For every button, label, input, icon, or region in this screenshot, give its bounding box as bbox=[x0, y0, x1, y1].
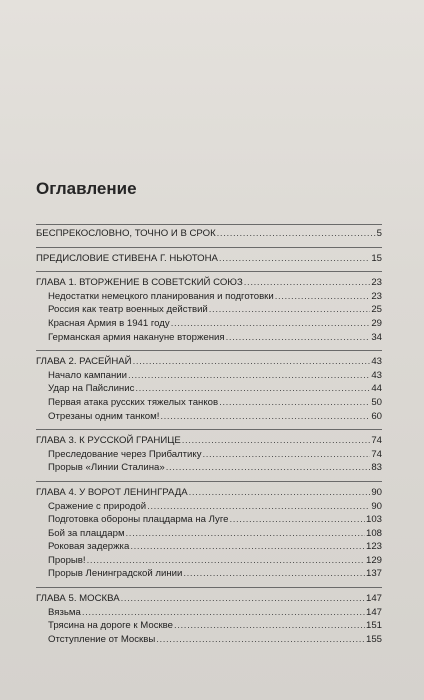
toc-page-number: 103 bbox=[365, 514, 382, 526]
toc-entry-label: Удар на Пайслинис bbox=[48, 383, 135, 395]
dot-leader bbox=[147, 500, 370, 514]
dot-leader bbox=[166, 461, 371, 475]
table-of-contents bbox=[36, 224, 382, 646]
dot-leader bbox=[203, 448, 371, 462]
toc-entry bbox=[36, 461, 382, 475]
toc-page-number: 147 bbox=[365, 606, 382, 618]
dot-leader bbox=[82, 606, 365, 620]
toc-entry-label: Отрезаны одним танком! bbox=[48, 410, 160, 422]
toc-chapter-entry bbox=[36, 252, 382, 266]
toc-entry bbox=[36, 317, 382, 331]
toc-page-number: 129 bbox=[365, 554, 382, 566]
dot-leader bbox=[128, 369, 370, 383]
toc-entry-label: ПРЕДИСЛОВИЕ СТИВЕНА Г. НЬЮТОНА bbox=[36, 252, 218, 264]
toc-entry-label: ГЛАВА 4. У ВОРОТ ЛЕНИНГРАДА bbox=[36, 486, 188, 498]
toc-entry bbox=[36, 633, 382, 647]
toc-entry-label: Преследование через Прибалтику bbox=[48, 448, 202, 460]
toc-chapter-entry bbox=[36, 276, 382, 290]
toc-page-number: 90 bbox=[371, 500, 382, 512]
dot-leader bbox=[130, 540, 365, 554]
toc-entry-label: Красная Армия в 1941 году bbox=[48, 317, 170, 329]
toc-section bbox=[36, 224, 382, 241]
toc-page-number: 29 bbox=[371, 317, 382, 329]
toc-entry bbox=[36, 290, 382, 304]
toc-entry bbox=[36, 554, 382, 568]
toc-page-number: 25 bbox=[371, 304, 382, 316]
toc-entry-label: Прорыв «Линии Сталина» bbox=[48, 462, 165, 474]
toc-page-number: 108 bbox=[365, 527, 382, 539]
toc-entry bbox=[36, 540, 382, 554]
toc-section bbox=[36, 247, 382, 266]
toc-page-number: 34 bbox=[371, 331, 382, 343]
toc-entry bbox=[36, 331, 382, 345]
toc-page-number: 83 bbox=[371, 462, 382, 474]
toc-entry-label: Недостатки немецкого планирования и подготовки bbox=[48, 290, 274, 302]
toc-entry-label: Прорыв! bbox=[48, 554, 86, 566]
dot-leader bbox=[189, 486, 371, 500]
toc-page-number: 90 bbox=[371, 486, 382, 498]
dot-leader bbox=[126, 527, 365, 541]
toc-chapter-entry bbox=[36, 227, 382, 241]
toc-entry-label: Первая атака русских тяжелых танков bbox=[48, 396, 219, 408]
toc-entry-label: Сражение с природой bbox=[48, 500, 147, 512]
toc-entry bbox=[36, 448, 382, 462]
toc-entry bbox=[36, 567, 382, 581]
toc-entry-label: Германская армия накануне вторжения bbox=[48, 331, 225, 343]
toc-page-number: 5 bbox=[376, 228, 382, 239]
toc-page-number: 15 bbox=[371, 252, 382, 264]
dot-leader bbox=[87, 554, 365, 568]
toc-entry bbox=[36, 513, 382, 527]
toc-entry-label: БЕСПРЕКОСЛОВНО, ТОЧНО И В СРОК bbox=[36, 228, 216, 239]
toc-chapter-entry bbox=[36, 592, 382, 606]
toc-page-number: 151 bbox=[365, 620, 382, 632]
toc-entry bbox=[36, 619, 382, 633]
dot-leader bbox=[219, 252, 370, 266]
toc-page-number: 155 bbox=[365, 633, 382, 645]
toc-section bbox=[36, 271, 382, 344]
page-title: Оглавление bbox=[36, 179, 137, 198]
toc-section bbox=[36, 350, 382, 423]
toc-page-number: 43 bbox=[371, 369, 382, 381]
toc-entry-label: ГЛАВА 2. РАСЕЙНАЙ bbox=[36, 356, 132, 368]
dot-leader bbox=[229, 513, 365, 527]
toc-entry-label: Отступление от Москвы bbox=[48, 633, 156, 645]
dot-leader bbox=[226, 331, 371, 345]
toc-section bbox=[36, 481, 382, 581]
toc-entry-label: ГЛАВА 5. МОСКВА bbox=[36, 593, 120, 605]
toc-entry-label: Подготовка обороны плацдарма на Луге bbox=[48, 514, 229, 526]
toc-entry-label: Начало кампании bbox=[48, 369, 127, 381]
toc-page-number: 123 bbox=[365, 541, 382, 553]
toc-entry bbox=[36, 396, 382, 410]
dot-leader bbox=[171, 317, 371, 331]
toc-entry-label: Вязьма bbox=[48, 606, 81, 618]
toc-page-number: 43 bbox=[371, 356, 382, 368]
toc-entry-label: ГЛАВА 1. ВТОРЖЕНИЕ В СОВЕТСКИЙ СОЮЗ bbox=[36, 277, 243, 289]
toc-section bbox=[36, 429, 382, 475]
toc-page-number: 137 bbox=[365, 568, 382, 580]
toc-page-number: 147 bbox=[365, 593, 382, 605]
toc-entry-label: ГЛАВА 3. К РУССКОЙ ГРАНИЦЕ bbox=[36, 435, 181, 447]
toc-page-number: 23 bbox=[371, 290, 382, 302]
toc-entry-label: Роковая задержка bbox=[48, 541, 130, 553]
toc-section bbox=[36, 587, 382, 646]
toc-page-number: 74 bbox=[371, 435, 382, 447]
toc-page-number: 44 bbox=[371, 383, 382, 395]
toc-chapter-entry bbox=[36, 434, 382, 448]
toc-page-number: 60 bbox=[371, 410, 382, 422]
dot-leader bbox=[160, 410, 370, 424]
toc-page-number: 74 bbox=[371, 448, 382, 460]
toc-entry bbox=[36, 303, 382, 317]
toc-entry bbox=[36, 410, 382, 424]
toc-entry bbox=[36, 500, 382, 514]
toc-chapter-entry bbox=[36, 355, 382, 369]
toc-page-number: 23 bbox=[371, 277, 382, 289]
dot-leader bbox=[156, 633, 365, 647]
toc-entry-label: Бой за плацдарм bbox=[48, 527, 125, 539]
toc-page-number: 50 bbox=[371, 396, 382, 408]
toc-entry-label: Прорыв Ленинградской линии bbox=[48, 568, 183, 580]
toc-entry bbox=[36, 527, 382, 541]
dot-leader bbox=[219, 396, 370, 410]
dot-leader bbox=[182, 434, 371, 448]
toc-entry bbox=[36, 606, 382, 620]
toc-entry-label: Трясина на дороге к Москве bbox=[48, 620, 174, 632]
dot-leader bbox=[183, 567, 365, 581]
dot-leader bbox=[174, 619, 365, 633]
dot-leader bbox=[244, 276, 371, 290]
dot-leader bbox=[135, 382, 370, 396]
toc-entry bbox=[36, 382, 382, 396]
dot-leader bbox=[275, 290, 371, 304]
dot-leader bbox=[209, 303, 371, 317]
dot-leader bbox=[121, 592, 365, 606]
dot-leader bbox=[133, 355, 371, 369]
toc-entry bbox=[36, 369, 382, 383]
toc-chapter-entry bbox=[36, 486, 382, 500]
toc-entry-label: Россия как театр военных действий bbox=[48, 304, 208, 316]
dot-leader bbox=[217, 227, 376, 241]
